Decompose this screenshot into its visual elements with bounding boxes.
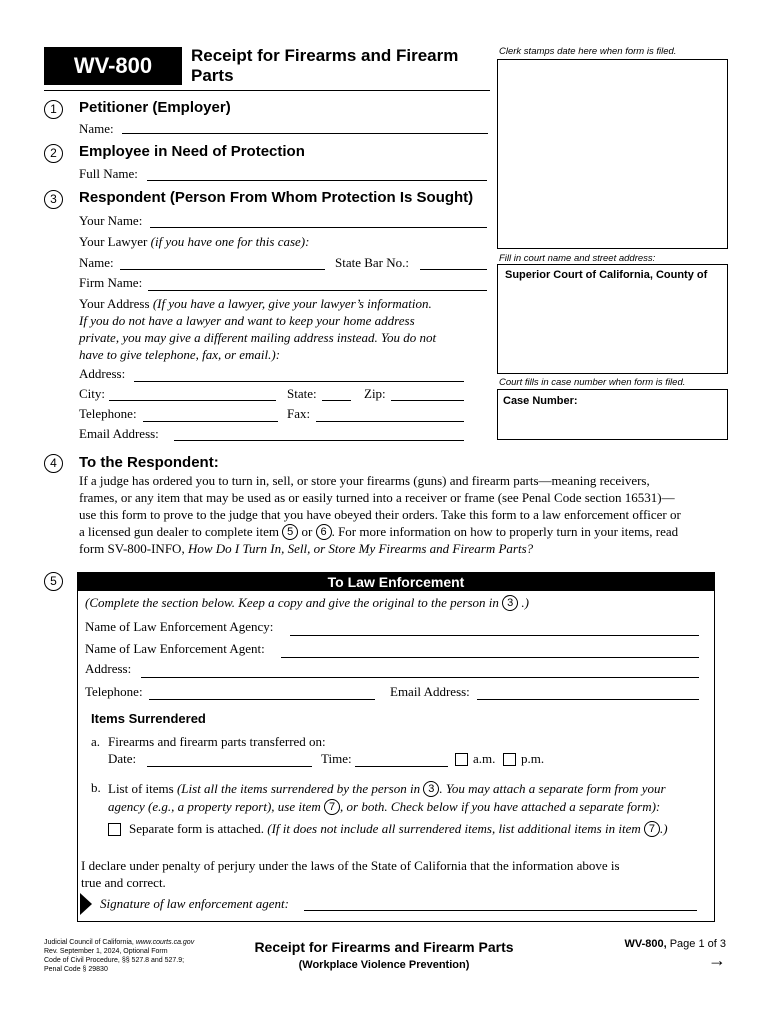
- instr-line-5a: form SV-800-INFO,: [79, 541, 185, 556]
- instr-or: or: [301, 524, 313, 539]
- address-field[interactable]: [134, 381, 464, 382]
- item-ref-6: 6: [316, 524, 332, 540]
- am-checkbox[interactable]: [455, 753, 468, 766]
- item-number-1: 1: [44, 100, 63, 119]
- footer-council: Judicial Council of California,: [44, 939, 134, 946]
- lawyer-label: [79, 234, 309, 250]
- email-field[interactable]: [174, 440, 464, 441]
- clerk-stamp-label: Clerk stamps date here when form is filed.: [499, 46, 677, 57]
- le-email-field[interactable]: [477, 699, 699, 700]
- signature-label: Signature of law enforcement agent:: [100, 896, 289, 911]
- city-label: City:: [79, 386, 106, 401]
- signature-field[interactable]: [304, 910, 697, 911]
- instr-line-5b: How Do I Turn In, Sell, or Store My Firearms and Firearm Parts?: [187, 541, 534, 556]
- item-b-note-1: (List all the items surrendered by the person in: [176, 781, 421, 796]
- instr-line-4a: a licensed gun dealer to complete item: [79, 524, 279, 539]
- item-number-2: 2: [44, 144, 63, 163]
- city-field[interactable]: [109, 400, 276, 401]
- item-number-5: 5: [44, 572, 63, 591]
- separate-form-label: Separate form is attached.: [129, 821, 264, 836]
- am-label: a.m.: [473, 751, 496, 766]
- time-field[interactable]: [355, 766, 448, 767]
- le-address-field[interactable]: [141, 677, 699, 678]
- case-number-label: Court fills in case number when form is filed.: [499, 377, 686, 388]
- footer-rev: Rev. September 1, 2024, Optional Form: [44, 948, 168, 955]
- agent-field[interactable]: [281, 657, 699, 658]
- declaration-line-2: true and correct.: [81, 875, 166, 890]
- instr-line-4b: . For more information on how to properly turn in your items, read: [331, 524, 679, 539]
- pm-checkbox[interactable]: [503, 753, 516, 766]
- address-note-3: private, you may give a different mailing address instead. You do not: [79, 330, 437, 345]
- petitioner-name-label: Name:: [79, 121, 114, 136]
- lawyer-label-text: Your Lawyer: [79, 234, 148, 249]
- separate-form-note: (If it does not include all surrendered items, list additional items in item: [267, 821, 641, 836]
- form-title-line1: Receipt for Firearms and Firearm: [191, 46, 459, 65]
- address-label: Address:: [79, 366, 126, 381]
- separate-form-ref-7: 7: [644, 821, 660, 837]
- footer-penal: Penal Code § 29830: [44, 966, 108, 973]
- item-b-ref-7: 7: [324, 799, 340, 815]
- footer-site: www.courts.ca.gov: [135, 939, 195, 946]
- header-rule: [44, 90, 490, 91]
- declaration: [81, 857, 701, 891]
- instr-line-3: use this form to prove to the judge that you have obeyed their orders. Take this form to a law enforcement officer or: [79, 507, 681, 522]
- footer-left: [44, 938, 194, 974]
- petitioner-name-field[interactable]: [122, 133, 488, 134]
- lawyer-name-field[interactable]: [120, 269, 325, 270]
- le-instructions: [85, 595, 529, 611]
- court-name-box[interactable]: [497, 264, 728, 374]
- state-bar-field[interactable]: [420, 269, 487, 270]
- separate-form-text: [129, 821, 668, 837]
- firm-name-field[interactable]: [148, 290, 487, 291]
- email-label: Email Address:: [79, 426, 159, 441]
- state-field[interactable]: [322, 400, 351, 401]
- form-id-badge: WV-800: [44, 47, 182, 85]
- footer-title: Receipt for Firearms and Firearm Parts: [254, 939, 514, 955]
- form-title-line2: Parts: [191, 66, 234, 85]
- item-b-title: List of items: [108, 781, 174, 796]
- footer-code: Code of Civil Procedure, §§ 527.8 and 527.9;: [44, 957, 185, 964]
- le-address-label: Address:: [85, 661, 132, 676]
- section2-title: Employee in Need of Protection: [79, 143, 305, 160]
- item-b-note-4: , or both. Check below if you have attached a separate form):: [340, 799, 661, 814]
- signature-arrow-icon: [80, 893, 92, 915]
- zip-label: Zip:: [364, 386, 386, 401]
- section3-title: Respondent (Person From Whom Protection Is Sought): [79, 189, 474, 206]
- fax-field[interactable]: [316, 421, 464, 422]
- item-b-note-3: agency (e.g., a property report), use item: [108, 799, 321, 814]
- le-telephone-field[interactable]: [149, 699, 375, 700]
- item-ref-5: 5: [282, 524, 298, 540]
- agent-label: Name of Law Enforcement Agent:: [85, 641, 265, 656]
- le-instr-b: .): [521, 595, 529, 610]
- instr-line-2: frames, or any item that may be used as or easily turned into a receiver or frame (see Penal Code section 16531)—: [79, 490, 675, 505]
- instr-line-1: If a judge has ordered you to turn in, sell, or store your firearms (guns) and firearm parts—meaning receivers,: [79, 473, 650, 488]
- case-number-value: Case Number:: [503, 395, 578, 407]
- item-number-3: 3: [44, 190, 63, 209]
- item-a-text: Firearms and firearm parts transferred on:: [108, 734, 326, 749]
- court-name-value: Superior Court of California, County of: [505, 269, 708, 281]
- lawyer-note: (if you have one for this case):: [150, 234, 310, 249]
- items-surrendered-title: Items Surrendered: [91, 711, 206, 726]
- law-enforcement-banner: To Law Enforcement: [78, 573, 714, 591]
- le-email-label: Email Address:: [390, 684, 470, 699]
- item-b-note-2: . You may attach a separate form from your: [439, 781, 666, 796]
- lawyer-name-label: Name:: [79, 255, 114, 270]
- item-a-label: a.: [91, 734, 101, 749]
- address-note-1: (If you have a lawyer, give your lawyer’s information.: [152, 296, 432, 311]
- section4-title: To the Respondent:: [79, 454, 219, 471]
- clerk-stamp-box: [497, 59, 728, 249]
- footer-page: [560, 938, 726, 950]
- telephone-field[interactable]: [143, 421, 278, 422]
- separate-form-end: .): [659, 821, 668, 836]
- le-instr-ref-3: 3: [502, 595, 518, 611]
- employee-name-label: Full Name:: [79, 166, 138, 181]
- next-page-arrow-icon: →: [708, 950, 726, 970]
- firm-name-label: Firm Name:: [79, 275, 143, 290]
- your-address-label: Your Address: [79, 296, 150, 311]
- item-b-ref-3: 3: [423, 781, 439, 797]
- pm-label: p.m.: [521, 751, 545, 766]
- respondent-name-label: Your Name:: [79, 213, 143, 228]
- respondent-name-field[interactable]: [150, 227, 487, 228]
- separate-form-checkbox[interactable]: [108, 823, 121, 836]
- address-note-4: have to give telephone, fax, or email.):: [79, 347, 281, 362]
- respondent-instructions: [79, 472, 729, 557]
- form-title: [191, 46, 491, 86]
- court-name-label: Fill in court name and street address:: [499, 253, 656, 264]
- declaration-line-1: I declare under penalty of perjury under the laws of the State of California that the information above is: [81, 858, 620, 873]
- item-number-4: 4: [44, 454, 63, 473]
- le-telephone-label: Telephone:: [85, 684, 143, 699]
- section1-title: Petitioner (Employer): [79, 99, 231, 116]
- item-b-text: [108, 780, 713, 816]
- address-note-2: If you do not have a lawyer and want to keep your home address: [79, 313, 415, 328]
- date-field[interactable]: [147, 766, 312, 767]
- item-b-label: b.: [91, 780, 101, 795]
- footer-page-number: Page 1 of 3: [669, 938, 726, 950]
- state-bar-label: State Bar No.:: [335, 255, 410, 270]
- le-instr-a: (Complete the section below. Keep a copy and give the original to the person in: [85, 595, 499, 610]
- footer-form-id: WV-800,: [624, 938, 667, 950]
- footer-subtitle: (Workplace Violence Prevention): [298, 959, 470, 971]
- agency-field[interactable]: [290, 635, 699, 636]
- agency-label: Name of Law Enforcement Agency:: [85, 619, 274, 634]
- time-label: Time:: [321, 751, 352, 766]
- your-address-instructions: [79, 295, 489, 363]
- case-number-box[interactable]: [497, 389, 728, 440]
- employee-name-field[interactable]: [147, 180, 487, 181]
- state-label: State:: [287, 386, 317, 401]
- date-label: Date:: [108, 751, 137, 766]
- fax-label: Fax:: [287, 406, 311, 421]
- telephone-label: Telephone:: [79, 406, 137, 421]
- zip-field[interactable]: [391, 400, 464, 401]
